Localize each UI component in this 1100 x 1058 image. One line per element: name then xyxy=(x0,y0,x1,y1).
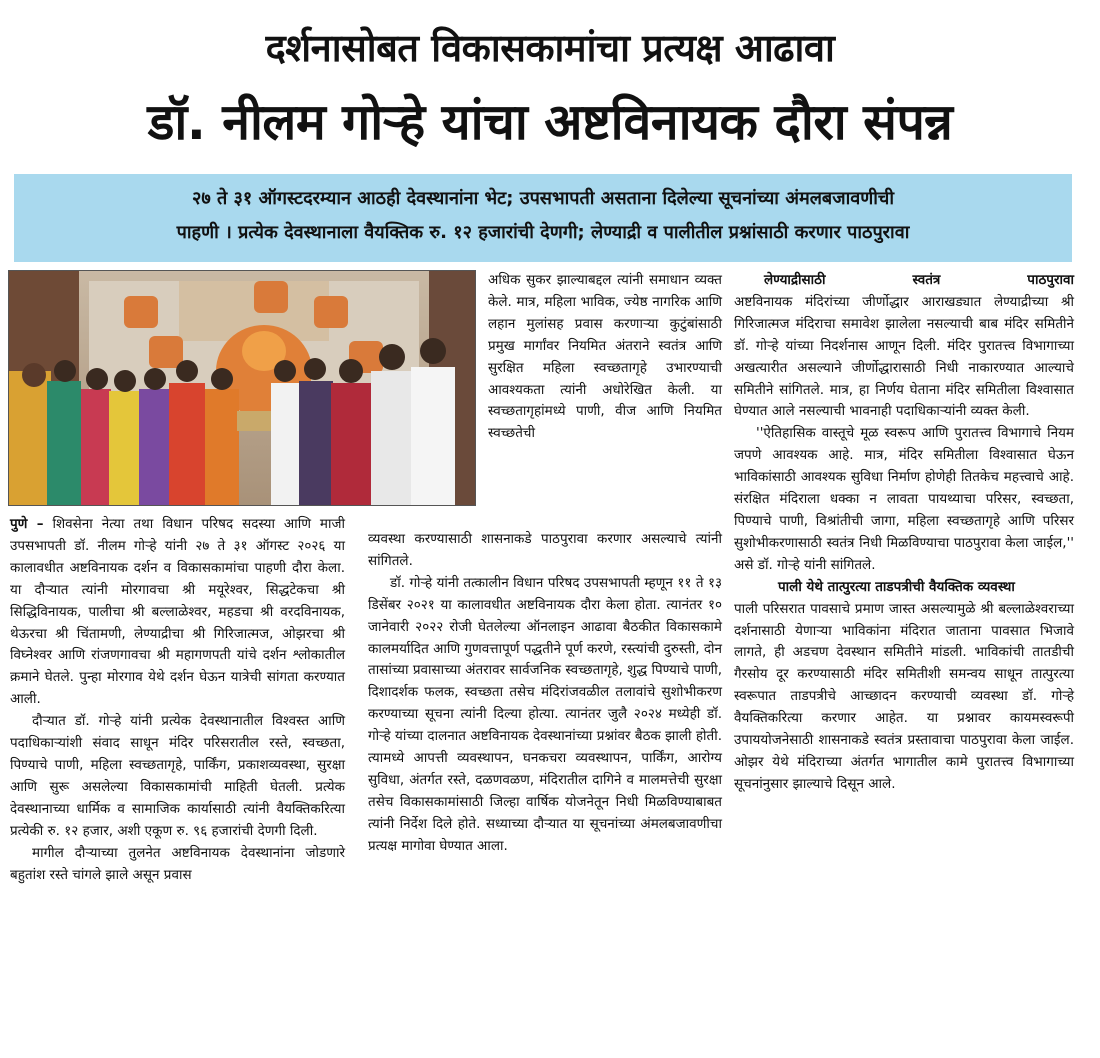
subheading-lenyadri-word-3: पाठपुरावा xyxy=(1027,272,1074,288)
subheading-lenyadri-word-1: लेण्याद्रीसाठी xyxy=(764,272,826,288)
subheading-lenyadri-word-2: स्वतंत्र xyxy=(912,272,941,288)
news-photo xyxy=(8,270,476,506)
col2-paragraph-1: अधिक सुकर झाल्याबद्दल त्यांनी समाधान व्यक्त केले. मात्र, महिला भाविक, ज्येष्ठ नागरिक आणि लहान मुलांसह प्रवास करणाऱ्या कुटुंबांसाठी प्रमुख मार्गांवर नियमित अंतराने स्वतंत्र आणि सुरक्षित महिला स्वच्छतागृहे उभारण्याची आवश्यकता त्यांनी अधोरेखित केली. या स्वच्छतागृहांमध्ये पाणी, वीज आणि नियमित स्वच्छतेची xyxy=(488,272,722,442)
subheading-pali: पाली येथे तात्पुरत्या ताडपत्रीची वैयक्तिक व्यवस्था xyxy=(778,578,1015,595)
col3-paragraph-2: ''ऐतिहासिक वास्तूचे मूळ स्वरूप आणि पुरातत्त्व विभागाचे नियम जपणे आवश्यक आहे. मात्र, मंदिर समितीला विश्वासात घेऊन भाविकांसाठी आवश्यक सुविधा निर्माण होणेही तितकेच महत्त्वाचे आहे. संरक्षित मंदिराला धक्का न लावता पायथ्याचा परिसर, स्वच्छता, पिण्याचे पाणी, विश्रांतीची जागा, महिला स्वच्छतागृहे आणि परिसर सुशोभीकरणासाठी स्वतंत्र निधी मिळविण्याचा पाठपुरावा केला जाईल,'' असे डॉ. गोऱ्हे यांनी सांगितले. xyxy=(734,425,1074,573)
deck-summary xyxy=(14,174,1072,262)
column-2-top xyxy=(488,270,722,445)
deck-line-2: पाहणी । प्रत्येक देवस्थानाला वैयक्तिक रु. १२ हजारांची देणगी; लेण्याद्री व पालीतील प्रश्नांसाठी करणार पाठपुरावा xyxy=(176,222,910,243)
column-3 xyxy=(734,270,1074,796)
col2-paragraph-2: डॉ. गोऱ्हे यांनी तत्कालीन विधान परिषद उपसभापती म्हणून ११ ते १३ डिसेंबर २०२१ या कालावधीत अष्टविनायक दौरा केला होता. त्यानंतर १० जानेवारी २०२२ रोजी घेतलेल्या ऑनलाइन आढावा बैठकीत विकासकामे कालमर्यादित आणि गुणवत्तापूर्ण पद्धतीने पूर्ण करणे, रस्त्यांची दुरुस्ती, दोन तासांच्या प्रवासाच्या अंतरावर सार्वजनिक स्वच्छतागृहे, शुद्ध पिण्याचे पाणी, दिशादर्शक फलक, स्वच्छता तसेच मंदिरांजवळील तलावांचे सुशोभीकरण करण्याच्या सूचना त्यांनी दिल्या होत्या. त्यानंतर जुलै २०२४ मध्येही डॉ. गोऱ्हे यांच्या दालनात अष्टविनायक देवस्थानांच्या प्रश्नांवर बैठक झाली होती. त्यामध्ये आपत्ती व्यवस्थापन, घनकचरा व्यवस्थापन, पार्किंग, आरोग्य सुविधा, अंतर्गत रस्ते, दळणवळण, मंदिरातील दागिने व मालमत्तेची सुरक्षा तसेच विकासकामांसाठी जिल्हा वार्षिक योजनेतून निधी मिळविण्याबाबत त्यांनी निर्देश दिले होते. सध्याच्या दौऱ्यात या सूचनांच्या अंमलबजावणीचा प्रत्यक्ष मागोवा घेण्यात आला. xyxy=(368,574,723,854)
col1-p1-text: शिवसेना नेत्या तथा विधान परिषद सदस्या आणि माजी उपसभापती डॉ. नीलम गोऱ्हे यांनी २७ ते ३१ ऑगस्ट २०२६ या कालावधीत अष्टविनायक दर्शन व विकासकामांचा पाहणी दौरा केला. या दौऱ्यात त्यांनी मोरगावचा श्री मयूरेश्वर, सिद्धटेकचा श्री सिद्धिविनायक, पालीचा श्री बल्लाळेश्वर, महडचा श्री वरदविनायक, थेऊरचा श्री चिंतामणी, लेण्याद्रीचा श्री गिरिजात्मज, ओझरचा श्री विघ्नेश्वर आणि रांजणगावचा श्री महागणपती यांचे दर्शन श्लोकातील क्रमाने घेतले. पुन्हा मोरगाव येथे दर्शन घेऊन यात्रेची सांगता करण्यात आली. xyxy=(10,516,345,708)
headline-kicker: दर्शनासोबत विकासकामांचा प्रत्यक्ष आढावा xyxy=(265,26,835,70)
col1-paragraph-2: दौऱ्यात डॉ. गोऱ्हे यांनी प्रत्येक देवस्थानातील विश्वस्त आणि पदाधिकाऱ्यांशी संवाद साधून मंदिर परिसरातील रस्ते, स्वच्छता, पिण्याचे पाणी, महिला स्वच्छतागृहे, पार्किंग, प्रकाशव्यवस्था, सुरक्षा आणि सुरू असलेल्या विकासकामांची माहिती घेतली. प्रत्येक देवस्थानाच्या धार्मिक व सामाजिक कार्यासाठी त्यांनी वैयक्तिकरित्या प्रत्येकी रु. १२ हजार, अशी एकूण रु. ९६ हजारांची देणगी दिली. xyxy=(10,713,345,839)
dateline: पुणे – xyxy=(10,516,44,532)
col3-paragraph-3: पाली परिसरात पावसाचे प्रमाण जास्त असल्यामुळे श्री बल्लाळेश्वराच्या दर्शनासाठी येणाऱ्या भाविकांना मंदिरात जाताना पावसात भिजावे लागते, ही अडचण देवस्थान समितीने मांडली. भाविकांची तातडीची गैरसोय दूर करण्यासाठी मंदिर समितीशी समन्वय साधून तात्पुरत्या स्वरूपात ताडपत्रीचे आच्छादन करण्याची व्यवस्था डॉ. गोऱ्हे वैयक्तिकरित्या करणार आहेत. या प्रश्नावर कायमस्वरूपी उपाययोजनेसाठी शासनाकडे स्वतंत्र प्रस्तावाचा पाठपुरावा केला जाईल. ओझर येथे मंदिराच्या अंतर्गत भागातील कामे पुरातत्त्व विभागाच्या सूचनांनुसार झाल्याचे दिसून आले. xyxy=(734,600,1074,792)
col3-paragraph-1: अष्टविनायक मंदिरांच्या जीर्णोद्धार आराखड्यात लेण्याद्रीच्या श्री गिरिजात्मज मंदिराचा समावेश झालेला नसल्याची बाब मंदिर समितीने डॉ. गोऱ्हे यांच्या निदर्शनास आणून दिली. मंदिर पुरातत्त्व विभागाच्या अखत्यारीत असल्याने जीर्णोद्धारासाठी निधी नाकारण्यात आल्याचे समितीने सांगितले. मात्र, हा निर्णय घेताना मंदिर समितीला विश्वासात घेण्यात आले नसल्याची भावनाही पदाधिकाऱ्यांनी व्यक्त केली. xyxy=(734,293,1074,420)
col1-paragraph-3: मागील दौऱ्याच्या तुलनेत अष्टविनायक देवस्थानांना जोडणारे बहुतांश रस्ते चांगले झाले असून प्रवास xyxy=(10,844,345,883)
headline-main: डॉ. नीलम गोऱ्हे यांचा अष्टविनायक दौरा संपन्न xyxy=(147,93,953,151)
column-1 xyxy=(10,514,345,886)
subheading-lenyadri xyxy=(734,270,1074,292)
col1-paragraph-1 xyxy=(10,514,345,711)
column-2-bottom xyxy=(368,529,722,858)
col2-paragraph-1-continued: व्यवस्था करण्यासाठी शासनाकडे पाठपुरावा करणार असल्याचे त्यांनी सांगितले. xyxy=(368,531,722,569)
deck-line-1: २७ ते ३१ ऑगस्टदरम्यान आठही देवस्थानांना भेट; उपसभापती असताना दिलेल्या सूचनांच्या अंमलबजावणीची xyxy=(191,188,895,209)
